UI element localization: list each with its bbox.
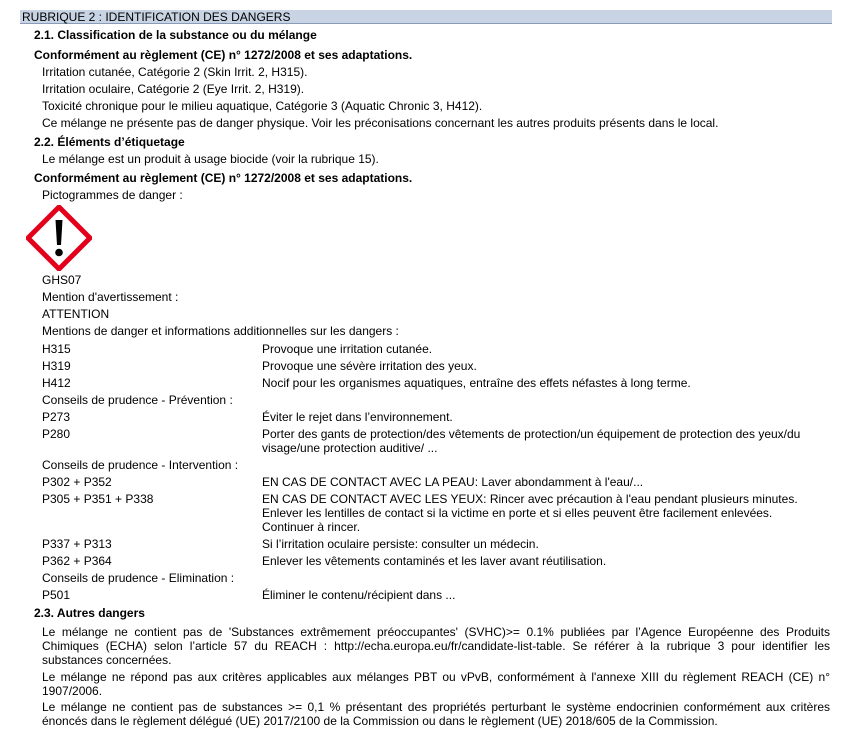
- hazard-code: H412: [42, 376, 71, 390]
- precaution-text: Porter des gants de protection/des vêtements de protection/un équipement de protection des yeux/du: [262, 427, 801, 441]
- section-2-3-title: 2.3. Autres dangers: [34, 606, 145, 620]
- signal-word-label: Mention d'avertissement :: [42, 290, 179, 304]
- section-2-2-title: 2.2. Éléments d’étiquetage: [34, 135, 185, 149]
- rubrique-header: RUBRIQUE 2 : IDENTIFICATION DES DANGERS: [20, 10, 832, 24]
- intervention-label: Conseils de prudence - Intervention :: [42, 458, 239, 472]
- prevention-label: Conseils de prudence - Prévention :: [42, 393, 233, 407]
- classification-line: Toxicité chronique pour le milieu aquatique, Catégorie 3 (Aquatic Chronic 3, H412).: [42, 99, 483, 113]
- precaution-text: EN CAS DE CONTACT AVEC LES YEUX: Rincer avec précaution à l'eau pendant plusieurs minutes.: [262, 492, 798, 506]
- precaution-code: P280: [42, 427, 71, 441]
- other-hazards-paragraph: Le mélange ne répond pas aux critères applicables aux mélanges PBT ou vPvB, conformément à l'annexe XIII du règlement REACH (CE) n° 1907/2006.: [42, 670, 830, 698]
- classification-line: Irritation cutanée, Catégorie 2 (Skin Irrit. 2, H315).: [42, 65, 308, 79]
- biocide-note: Le mélange est un produit à usage biocide (voir la rubrique 15).: [42, 152, 379, 166]
- precaution-code: P302 + P352: [42, 475, 112, 489]
- precaution-text: EN CAS DE CONTACT AVEC LA PEAU: Laver abondamment à l'eau/...: [262, 475, 644, 489]
- classification-line: Ce mélange ne présente pas de danger physique. Voir les préconisations concernant les autres produits présents dans le local.: [42, 116, 719, 130]
- pictogram-label: Pictogrammes de danger :: [42, 188, 183, 202]
- precaution-text: visage/une protection auditive/ ...: [262, 441, 438, 455]
- regulation-line: Conformément au règlement (CE) n° 1272/2008 et ses adaptations.: [34, 48, 413, 62]
- hazard-code: H319: [42, 359, 71, 373]
- precaution-text: Éviter le rejet dans l’environnement.: [262, 410, 453, 424]
- section-2-1-title: 2.1. Classification de la substance ou du mélange: [34, 28, 317, 42]
- pictogram-code: GHS07: [42, 273, 82, 287]
- hazard-text: Nocif pour les organismes aquatiques, entraîne des effets néfastes à long terme.: [262, 376, 691, 390]
- precaution-code: P273: [42, 410, 71, 424]
- hazard-text: Provoque une irritation cutanée.: [262, 342, 433, 356]
- other-hazards-paragraph: Le mélange ne contient pas de 'Substances extrêmement préoccupantes' (SVHC)>= 0.1% publiées par l’Agence Européenne des Produits Chimiques (ECHA) selon l’article 57 du REACH : http://echa.europa.eu/fr/candidate-list-table. Se référer à la rubrique 3 pour identifier les substances concernées.: [42, 625, 830, 667]
- precaution-code: P501: [42, 588, 71, 602]
- ghs07-exclamation-icon: [26, 205, 92, 271]
- hazard-code: H315: [42, 342, 71, 356]
- precaution-code: P362 + P364: [42, 554, 112, 568]
- signal-word: ATTENTION: [42, 307, 110, 321]
- precaution-text: Éliminer le contenu/récipient dans ...: [262, 588, 456, 602]
- elimination-label: Conseils de prudence - Elimination :: [42, 571, 235, 585]
- precaution-text: Enlever les lentilles de contact si la victime en porte et si elles peuvent être facilement enlevées.: [262, 506, 773, 520]
- precaution-text: Enlever les vêtements contaminés et les laver avant réutilisation.: [262, 554, 607, 568]
- other-hazards-paragraph: Le mélange ne contient pas de substances >= 0,1 % présentant des propriétés perturbant le système endocrinien conformément aux critères énoncés dans le règlement délégué (UE) 2017/2100 de la Commission ou dans le règlement (UE) 2018/605 de la Commission.: [42, 700, 830, 728]
- classification-line: Irritation oculaire, Catégorie 2 (Eye Irrit. 2, H319).: [42, 82, 305, 96]
- precaution-code: P305 + P351 + P338: [42, 492, 154, 506]
- precaution-text: Si l’irritation oculaire persiste: consulter un médecin.: [262, 537, 539, 551]
- precaution-code: P337 + P313: [42, 537, 112, 551]
- precaution-text: Continuer à rincer.: [262, 520, 361, 534]
- hazard-statements-label: Mentions de danger et informations additionnelles sur les dangers :: [42, 324, 399, 338]
- hazard-text: Provoque une sévère irritation des yeux.: [262, 359, 477, 373]
- regulation-line: Conformément au règlement (CE) n° 1272/2008 et ses adaptations.: [34, 171, 413, 185]
